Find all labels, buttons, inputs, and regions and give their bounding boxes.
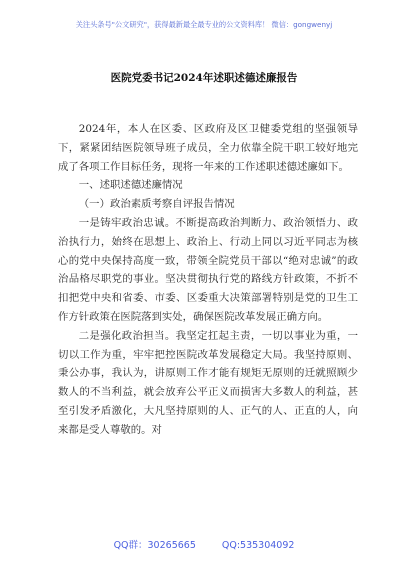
promo-banner: 关注头条号"公文研究"，获得最新最全最专业的公文资料库！ 微信：gongwenyj xyxy=(75,20,333,29)
subsection-heading: （一）政治素质考察自评报告情况 xyxy=(78,198,235,211)
section-heading: 一、述职述德述廉情况 xyxy=(78,179,183,192)
intro-paragraph: 2024年，本人在区委、区政府及区卫健委党组的坚强领导下，紧紧团结医院领导班子成员，全力依靠全院干职工较好地完成了各项工作目标任务，现将一年来的工作述职述德述廉如下。 xyxy=(58,123,358,173)
contact-footer xyxy=(0,537,408,551)
document-body xyxy=(58,120,358,440)
qq-contact-label: QQ:535304092 xyxy=(221,540,295,551)
qq-group-label: QQ群：30265665 xyxy=(113,540,196,551)
document-title: 医院党委书记2024年述职述德述廉报告 xyxy=(110,72,298,84)
body-paragraph: 一是铸牢政治忠诚。不断提高政治判断力、政治领悟力、政治执行力，始终在思想上、政治上、行动上同以习近平同志为核心的党中央保持高度一致，带领全院党员干部以“绝对忠诚”的政治品格尽职党的事业。坚决贯彻执行党的路线方针政策，不折不扣把党中央和省委、市委、区委重大决策部署特别是党的卫生工作方针政策在医院落到实处，确保医院改革发展正确方向。 xyxy=(58,216,358,323)
body-paragraph: 二是强化政治担当。我坚定扛起主责，一切以事业为重，一切以工作为重，牢牢把控医院改革发展稳定大局。我坚持原则、秉公办事，我认为，讲原则工作才能有规矩无原则的迁就照顾少数人的不当利益，就会放弃公平正义而损害大多数人的利益，甚至引发矛盾激化，大凡坚持原则的人、正气的人、正直的人，向来都是受人尊敬的。对 xyxy=(58,329,358,436)
